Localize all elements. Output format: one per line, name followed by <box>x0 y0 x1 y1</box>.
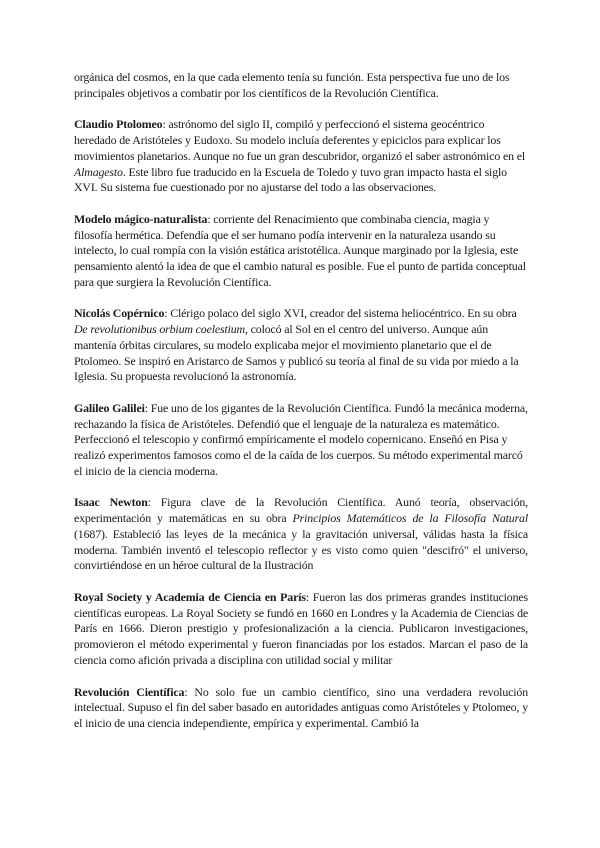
term-heading: Revolución Científica <box>74 684 185 699</box>
paragraph-text: orgánica del cosmos, en la que cada elemento tenía su función. Esta perspectiva fue uno de los principales objetivos a combatir por los científicos de la Revolución Científica. <box>74 70 510 100</box>
paragraph-text: : Fue uno de los gigantes de la Revolución Científica. Fundó la mecánica moderna, rechazando la física de Aristóteles. Defendió que el lenguaje de la naturaleza es matemático. Perfeccionó el telescopio y confirmó empíricamente el modelo copernicano. Enseñó en Pisa y realizó experimentos famosos como el de la caída de los cuerpos. Su método experimental marcó el inicio de la ciencia moderna. <box>74 400 528 478</box>
paragraph-text: : Figura clave de la Revolución Científica. Aunó teoría, observación, experimentación y matemáticas en su obra <box>74 495 528 526</box>
term-heading: Modelo mágico-naturalista <box>74 211 208 226</box>
paragraph-text: (1687). Estableció las leyes de la mecánica y la gravitación universal, válidas hasta la física moderna. También inventó el telescopio reflector y es visto como quien "descifró" el universo, convirtiéndose en un héroe cultural de la Ilustración <box>74 526 528 573</box>
paragraph-royal-society-academia <box>74 590 528 669</box>
paragraph-text: : Fueron las dos primeras grandes instituciones científicas europeas. La Royal Society se fundó en 1660 en Londres y la Academia de Ciencias de París en 1666. Dieron prestigio y profesionalización a la ciencia. Publicaron investigaciones, promovieron el método experimental y fueron financiadas por los estados. Marcan el paso de la ciencia como afición privada a disciplina con utilidad social y militar <box>74 589 528 667</box>
term-heading: Isaac Newton <box>74 495 148 510</box>
paragraph-text: : corriente del Renacimiento que combinaba ciencia, magia y filosofía hermética. Defendía que el ser humano podía intervenir en la naturaleza usando su intelecto, lo cual rompía con la visión estática aristotélica. Aunque marginado por la Iglesia, este pensamiento alentó la idea de que el cambio natural es posible. Fue el punto de partida conceptual para que surgiera la Revolución Científica. <box>74 211 526 289</box>
paragraph-text: : astrónomo del siglo II, compiló y perfeccionó el sistema geocéntrico heredado de Aristóteles y Eudoxo. Su modelo incluía deferentes y epiciclos para explicar los movimientos planetarios. Aunque no fue un gran descubridor, organizó el saber astronómico en el <box>74 117 525 163</box>
paragraph-cosmos <box>74 70 528 101</box>
book-title: Principios Matemáticos de la Filosofía Natural <box>292 511 528 526</box>
paragraph-modelo-magico-naturalista <box>74 212 528 291</box>
paragraph-text: , colocó al Sol en el centro del universo. Aunque aún mantenía órbitas circulares, su modelo explicaba mejor el movimiento planetario que el de Ptolomeo. Se inspiró en Aristarco de Samos y publicó su teoría al final de su vida por miedo a la Iglesia. Su propuesta revolucionó la astronomía. <box>74 322 519 384</box>
paragraph-text: : No solo fue un cambio científico, sino una verdadera revolución intelectual. Supuso el fin del saber basado en autoridades antiguas como Aristóteles y Ptolomeo, y el inicio de una ciencia independiente, empírica y experimental. Cambió la <box>74 684 528 730</box>
term-heading: Royal Society y Academia de Ciencia en París <box>74 589 306 604</box>
paragraph-claudio-ptolomeo <box>74 117 528 196</box>
term-heading: Nicolás Copérnico <box>74 306 165 321</box>
paragraph-text: : Clérigo polaco del siglo XVI, creador del sistema heliocéntrico. En su obra <box>164 306 517 321</box>
paragraph-isaac-newton <box>74 495 528 574</box>
book-title: Almagesto <box>74 164 123 179</box>
paragraph-text: . Este libro fue traducido en la Escuela de Toledo y tuvo gran impacto hasta el siglo XVI. Su sistema fue cuestionado por no ajustarse del todo a las observaciones. <box>74 164 507 195</box>
term-heading: Galileo Galilei <box>74 400 145 415</box>
paragraph-nicolas-copernico <box>74 306 528 385</box>
book-title: De revolutionibus orbium coelestium <box>74 322 245 337</box>
term-heading: Claudio Ptolomeo <box>74 117 163 132</box>
document-body <box>74 70 528 748</box>
paragraph-galileo-galilei <box>74 401 528 480</box>
paragraph-revolucion-cientifica <box>74 685 528 732</box>
